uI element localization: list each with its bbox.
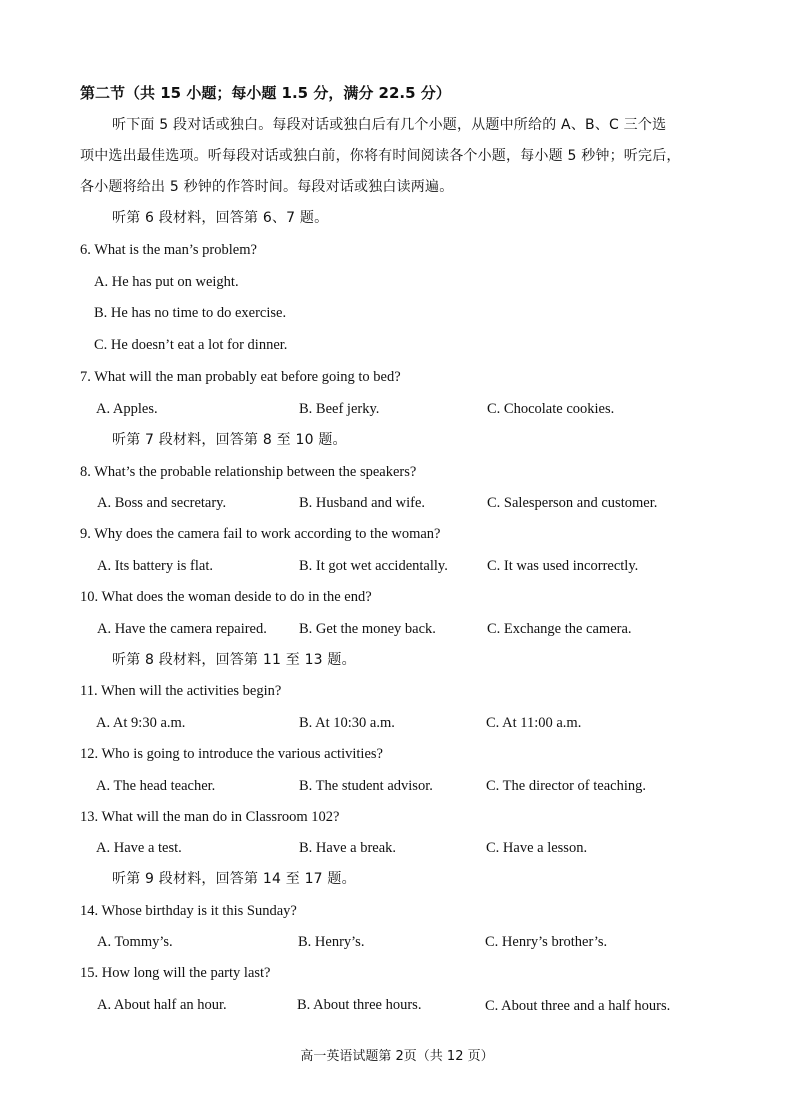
- instructions-line-3: 各小题将给出 5 秒钟的作答时间。每段对话或独白读两遍。: [80, 179, 454, 195]
- question-option: A. At 9:30 a.m.: [96, 715, 186, 731]
- question-option: C. Chocolate cookies.: [487, 401, 615, 417]
- question-option: C. About three and a half hours.: [485, 998, 671, 1014]
- question-option: B. Get the money back.: [299, 621, 436, 637]
- question-option: A. Have the camera repaired.: [97, 621, 267, 637]
- question-option: B. The student advisor.: [299, 778, 433, 794]
- question-option: C. At 11:00 a.m.: [486, 715, 582, 731]
- question-option: A. Its battery is flat.: [97, 558, 213, 574]
- question-option: A. Boss and secretary.: [97, 495, 227, 511]
- question-option: C. The director of teaching.: [486, 778, 646, 794]
- question-option: B. Have a break.: [299, 840, 397, 856]
- question-option: B. About three hours.: [297, 997, 422, 1013]
- question-option: A. The head teacher.: [96, 778, 216, 794]
- question-stem: 7. What will the man probably eat before going to bed?: [80, 369, 401, 385]
- question-stem: 6. What is the man’s problem?: [80, 242, 257, 258]
- question-stem: 9. Why does the camera fail to work according to the woman?: [80, 526, 441, 542]
- question-stem: 8. What’s the probable relationship between the speakers?: [80, 464, 417, 480]
- question-option: C. It was used incorrectly.: [487, 558, 639, 574]
- question-stem: 12. Who is going to introduce the various activities?: [80, 746, 383, 762]
- question-option: B. Husband and wife.: [299, 495, 426, 511]
- question-option: B. He has no time to do exercise.: [94, 305, 287, 321]
- question-option: A. He has put on weight.: [94, 274, 239, 290]
- group-intro: 听第 7 段材料，回答第 8 至 10 题。: [112, 432, 347, 448]
- question-option: A. Have a test.: [96, 840, 182, 856]
- question-option: A. Tommy’s.: [97, 934, 173, 950]
- question-option: C. Salesperson and customer.: [487, 495, 658, 511]
- question-option: C. He doesn’t eat a lot for dinner.: [94, 337, 288, 353]
- question-option: B. It got wet accidentally.: [299, 558, 448, 574]
- question-option: B. Henry’s.: [298, 934, 365, 950]
- group-intro: 听第 6 段材料，回答第 6、7 题。: [112, 210, 329, 226]
- question-option: C. Henry’s brother’s.: [485, 934, 608, 950]
- question-option: C. Exchange the camera.: [487, 621, 632, 637]
- question-option: B. At 10:30 a.m.: [299, 715, 395, 731]
- question-option: B. Beef jerky.: [299, 401, 380, 417]
- page-footer: 高一英语试题第 2页（共 12 页）: [300, 1049, 494, 1064]
- instructions-line-2: 项中选出最佳选项。听每段对话或独白前，你将有时间阅读各个小题，每小题 5 秒钟；听完后，: [80, 148, 681, 164]
- question-stem: 15. How long will the party last?: [80, 965, 271, 981]
- question-stem: 14. Whose birthday is it this Sunday?: [80, 903, 297, 919]
- instructions-line-1: 听下面 5 段对话或独白。每段对话或独白后有几个小题，从题中所给的 A、B、C 三个选: [112, 117, 667, 133]
- question-stem: 10. What does the woman deside to do in the end?: [80, 589, 372, 605]
- group-intro: 听第 9 段材料，回答第 14 至 17 题。: [112, 871, 356, 887]
- group-intro: 听第 8 段材料，回答第 11 至 13 题。: [112, 652, 356, 668]
- question-stem: 11. When will the activities begin?: [80, 683, 282, 699]
- question-stem: 13. What will the man do in Classroom 102?: [80, 809, 340, 825]
- question-option: A. Apples.: [96, 401, 158, 417]
- section-title: 第二节（共 15 小题；每小题 1.5 分，满分 22.5 分）: [80, 84, 451, 102]
- question-option: A. About half an hour.: [97, 997, 227, 1013]
- question-option: C. Have a lesson.: [486, 840, 588, 856]
